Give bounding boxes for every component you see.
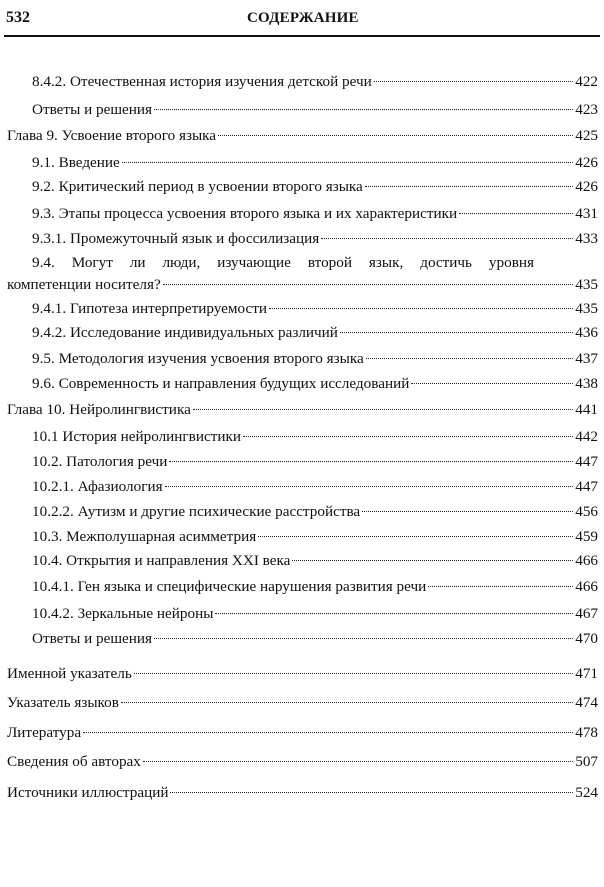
dot-leader [165,486,574,487]
toc-entry-title: 9.3.1. Промежуточный язык и фоссилизация [32,230,320,247]
toc-entry-title: 9.4.2. Исследование индивидуальных различий [32,324,338,341]
dot-leader [269,308,573,309]
toc-entry-page: 471 [575,665,598,682]
dot-leader [122,162,573,163]
toc-entry-title: 10.2.2. Аутизм и другие психические расстройства [32,503,361,520]
dot-leader [154,109,573,110]
dot-leader [428,586,573,587]
dot-leader [362,511,573,512]
dot-leader [459,213,573,214]
dot-leader [154,638,573,639]
toc-entry-page: 435 [575,276,598,293]
toc-entry-page: 435 [575,300,598,317]
toc-entry-title: 9.2. Критический период в усвоении второго языка [32,178,363,195]
toc-entry-title-continued: компетенции носителя? [7,276,161,293]
toc-entry-title: Ответы и решения [32,101,153,118]
toc-entry-page: 436 [575,324,598,341]
dot-leader [258,536,573,537]
dot-leader [193,409,573,410]
toc-entry-title: Сведения об авторах [7,753,141,770]
toc-entry-page: 474 [575,694,598,711]
toc-entry-page: 426 [575,178,598,195]
toc-entry-title: 10.2.1. Афазиология [32,478,163,495]
toc-entry-page: 437 [575,350,598,367]
toc-entry-page: 426 [575,154,598,171]
toc-entry-page: 470 [575,630,598,647]
dot-leader [169,461,573,462]
toc-entry-title: 10.4. Открытия и направления XXI века [32,552,291,569]
dot-leader [215,613,573,614]
dot-leader [411,383,573,384]
dot-leader [340,332,573,333]
toc-entry-page: 507 [575,753,598,770]
toc-entry-page: 524 [575,784,598,801]
toc-entry-title: Указатель языков [7,694,119,711]
dot-leader [83,732,573,733]
toc-entry-page: 423 [575,101,598,118]
toc-entry-page: 478 [575,724,598,741]
running-title: СОДЕРЖАНИЕ [247,10,359,26]
toc-entry-page: 433 [575,230,598,247]
dot-leader [163,284,573,285]
toc-entry-title: Источники иллюстраций [7,784,169,801]
dot-leader [170,792,573,793]
toc-entry-title: 10.4.2. Зеркальные нейроны [32,605,214,622]
toc-entry-page: 466 [575,552,598,569]
toc-entry-page: 447 [575,453,598,470]
toc-entry-title: 9.4.1. Гипотеза интерпретируемости [32,300,267,317]
toc-entry-title: 9.4. Могут ли люди, изучающие второй язык, достичь уровня [32,254,534,271]
toc-entry-title: Ответы и решения [32,630,153,647]
toc-entry-page: 441 [575,401,598,418]
toc-entry-page: 459 [575,528,598,545]
toc-entry-title: Глава 9. Усвоение второго языка [7,127,217,144]
toc-entry-page: 466 [575,578,598,595]
toc-entry-title: 10.3. Межполушарная асимметрия [32,528,257,545]
toc-entry-page: 442 [575,428,598,445]
toc-entry-page: 447 [575,478,598,495]
toc-entry-title: 10.2. Патология речи [32,453,168,470]
toc-entry-title: 10.4.1. Ген языка и специфические нарушения развития речи [32,578,427,595]
dot-leader [366,358,573,359]
dot-leader [121,702,573,703]
dot-leader [365,186,573,187]
toc-entry-page: 431 [575,205,598,222]
toc-entry-title: Именной указатель [7,665,132,682]
dot-leader [243,436,573,437]
dot-leader [374,81,573,82]
dot-leader [143,761,573,762]
toc-entry-title: 9.1. Введение [32,154,120,171]
dot-leader [134,673,573,674]
toc-entry-page: 467 [575,605,598,622]
toc-entry-title: 9.5. Методология изучения усвоения второго языка [32,350,364,367]
toc-entry-page: 456 [575,503,598,520]
dot-leader [321,238,573,239]
toc-entry-title: Литература [7,724,82,741]
toc-entry-title: 9.3. Этапы процесса усвоения второго языка и их характеристики [32,205,458,222]
toc-entry-title: 8.4.2. Отечественная история изучения детской речи [32,73,372,90]
toc-entry-page: 425 [575,127,598,144]
toc-entry-title: Глава 10. Нейролингвистика [7,401,191,418]
toc-entry-page: 422 [575,73,598,90]
toc-entry-page: 438 [575,375,598,392]
toc-entry-title: 10.1 История нейролингвистики [32,428,241,445]
page-number: 532 [6,9,30,26]
dot-leader [292,560,573,561]
toc-entry-title: 9.6. Современность и направления будущих исследований [32,375,410,392]
dot-leader [218,135,573,136]
